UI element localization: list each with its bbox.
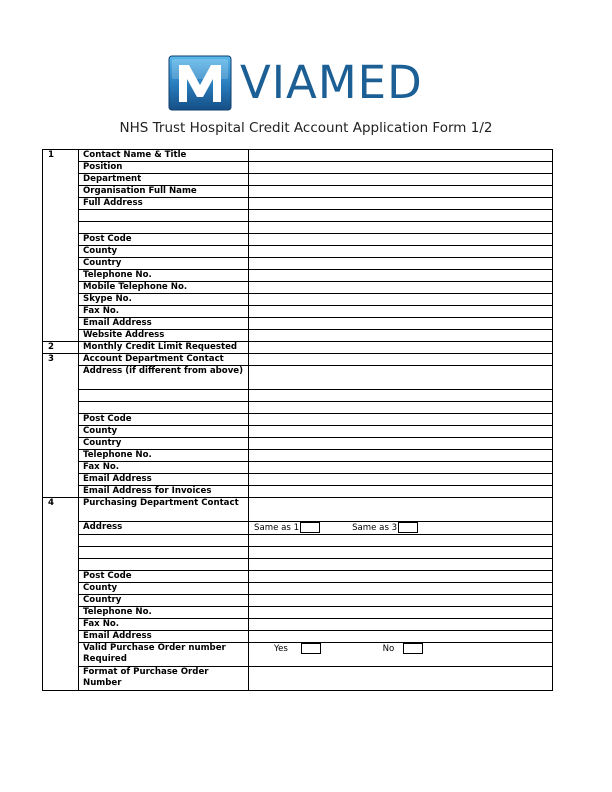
field-label: Position <box>79 162 249 174</box>
form-row <box>43 571 553 583</box>
same-as-3-option <box>352 522 418 534</box>
field-value[interactable] <box>249 402 553 414</box>
field-value[interactable] <box>249 462 553 474</box>
field-value[interactable] <box>249 366 553 390</box>
same-as-1-label: Same as 1 <box>254 523 300 533</box>
field-value[interactable] <box>249 474 553 486</box>
field-label: County <box>79 583 249 595</box>
field-label: County <box>79 426 249 438</box>
same-as-3-checkbox[interactable] <box>398 522 418 533</box>
field-label: Organisation Full Name <box>79 186 249 198</box>
form-row <box>43 643 553 667</box>
brand-name: VIAMED <box>240 56 423 109</box>
yes-checkbox[interactable] <box>301 643 321 654</box>
section-number: 4 <box>43 498 79 691</box>
form-row <box>43 619 553 631</box>
field-value[interactable] <box>249 306 553 318</box>
field-label: Address (if different from above) <box>79 366 249 390</box>
field-label: Mobile Telephone No. <box>79 282 249 294</box>
form-row <box>43 414 553 426</box>
yes-label: Yes <box>274 644 288 654</box>
field-label: Email Address <box>79 631 249 643</box>
field-label: Country <box>79 438 249 450</box>
field-label: Fax No. <box>79 306 249 318</box>
form-row <box>43 390 553 402</box>
field-value[interactable] <box>249 571 553 583</box>
form-row <box>43 438 553 450</box>
field-value[interactable] <box>249 174 553 186</box>
field-label: Fax No. <box>79 462 249 474</box>
field-value[interactable] <box>249 246 553 258</box>
form-row <box>43 342 553 354</box>
field-value[interactable] <box>249 583 553 595</box>
form-row <box>43 318 553 330</box>
field-label <box>79 390 249 402</box>
form-row <box>43 258 553 270</box>
field-label <box>79 210 249 222</box>
field-label: Fax No. <box>79 619 249 631</box>
field-label: Purchasing Department Contact <box>79 498 249 522</box>
field-value[interactable] <box>249 498 553 522</box>
application-form-table <box>42 149 553 691</box>
field-value[interactable] <box>249 318 553 330</box>
field-label: Address <box>79 522 249 535</box>
form-row <box>43 547 553 559</box>
field-label: Telephone No. <box>79 450 249 462</box>
field-value[interactable] <box>249 631 553 643</box>
form-row <box>43 559 553 571</box>
field-value[interactable] <box>249 438 553 450</box>
field-value[interactable] <box>249 294 553 306</box>
field-label <box>79 535 249 547</box>
field-value[interactable] <box>249 535 553 547</box>
field-value[interactable] <box>249 330 553 342</box>
no-label: No <box>382 644 395 654</box>
field-label: Country <box>79 258 249 270</box>
field-label: Format of Purchase Order Number <box>79 667 249 691</box>
field-value[interactable] <box>249 595 553 607</box>
field-value <box>249 643 553 667</box>
form-title: NHS Trust Hospital Credit Account Application Form 1/2 <box>119 120 493 136</box>
field-value[interactable] <box>249 667 553 691</box>
field-value <box>249 522 553 535</box>
field-label <box>79 402 249 414</box>
field-value[interactable] <box>249 342 553 354</box>
field-label: Valid Purchase Order number Required <box>79 643 249 667</box>
field-value[interactable] <box>249 559 553 571</box>
form-row <box>43 234 553 246</box>
form-row <box>43 354 553 366</box>
form-row <box>43 294 553 306</box>
form-row <box>43 498 553 522</box>
form-row <box>43 450 553 462</box>
section-number: 1 <box>43 150 79 342</box>
form-row <box>43 162 553 174</box>
form-row <box>43 402 553 414</box>
field-label: Email Address <box>79 318 249 330</box>
field-value[interactable] <box>249 186 553 198</box>
field-label: Account Department Contact <box>79 354 249 366</box>
form-row <box>43 474 553 486</box>
field-label: Email Address for Invoices <box>79 486 249 498</box>
field-value[interactable] <box>249 619 553 631</box>
form-row <box>43 150 553 162</box>
field-value[interactable] <box>249 282 553 294</box>
form-row <box>43 210 553 222</box>
form-row <box>43 222 553 234</box>
field-label: Telephone No. <box>79 607 249 619</box>
field-value[interactable] <box>249 607 553 619</box>
form-row <box>43 246 553 258</box>
yes-option <box>274 643 321 655</box>
field-label: Country <box>79 595 249 607</box>
field-label <box>79 559 249 571</box>
field-label <box>79 547 249 559</box>
field-label: Post Code <box>79 234 249 246</box>
field-label: Post Code <box>79 571 249 583</box>
form-row <box>43 306 553 318</box>
field-value[interactable] <box>249 390 553 402</box>
form-row <box>43 631 553 643</box>
field-value[interactable] <box>249 414 553 426</box>
same-as-1-option <box>254 522 320 534</box>
form-row <box>43 667 553 691</box>
field-value[interactable] <box>249 450 553 462</box>
section-number: 3 <box>43 354 79 498</box>
form-row <box>43 486 553 498</box>
field-label: Skype No. <box>79 294 249 306</box>
field-value[interactable] <box>249 270 553 282</box>
field-label: Telephone No. <box>79 270 249 282</box>
no-checkbox[interactable] <box>403 643 423 654</box>
field-label <box>79 222 249 234</box>
no-option <box>383 643 423 655</box>
field-label: Email Address <box>79 474 249 486</box>
field-label: Contact Name & Title <box>79 150 249 162</box>
form-row <box>43 270 553 282</box>
form-row <box>43 595 553 607</box>
form-row <box>43 174 553 186</box>
field-value[interactable] <box>249 258 553 270</box>
field-value[interactable] <box>249 354 553 366</box>
section-number: 2 <box>43 342 79 354</box>
field-value[interactable] <box>249 150 553 162</box>
same-as-1-checkbox[interactable] <box>300 522 320 533</box>
field-value[interactable] <box>249 222 553 234</box>
field-value[interactable] <box>249 547 553 559</box>
field-value[interactable] <box>249 162 553 174</box>
field-label: Department <box>79 174 249 186</box>
form-row <box>43 522 553 535</box>
form-row <box>43 186 553 198</box>
field-value[interactable] <box>249 198 553 210</box>
viamed-logo-mark <box>168 55 232 111</box>
same-as-3-label: Same as 3 <box>352 523 398 533</box>
form-row <box>43 426 553 438</box>
field-value[interactable] <box>249 486 553 498</box>
form-row <box>43 462 553 474</box>
field-label: Monthly Credit Limit Requested <box>79 342 249 354</box>
viamed-logo <box>168 55 448 111</box>
field-value[interactable] <box>249 210 553 222</box>
field-label: Post Code <box>79 414 249 426</box>
field-value[interactable] <box>249 426 553 438</box>
form-row <box>43 583 553 595</box>
field-label: Full Address <box>79 198 249 210</box>
field-label: County <box>79 246 249 258</box>
form-row <box>43 282 553 294</box>
form-row <box>43 535 553 547</box>
form-row <box>43 607 553 619</box>
field-label: Website Address <box>79 330 249 342</box>
form-row <box>43 198 553 210</box>
field-value[interactable] <box>249 234 553 246</box>
form-row <box>43 330 553 342</box>
form-row <box>43 366 553 390</box>
